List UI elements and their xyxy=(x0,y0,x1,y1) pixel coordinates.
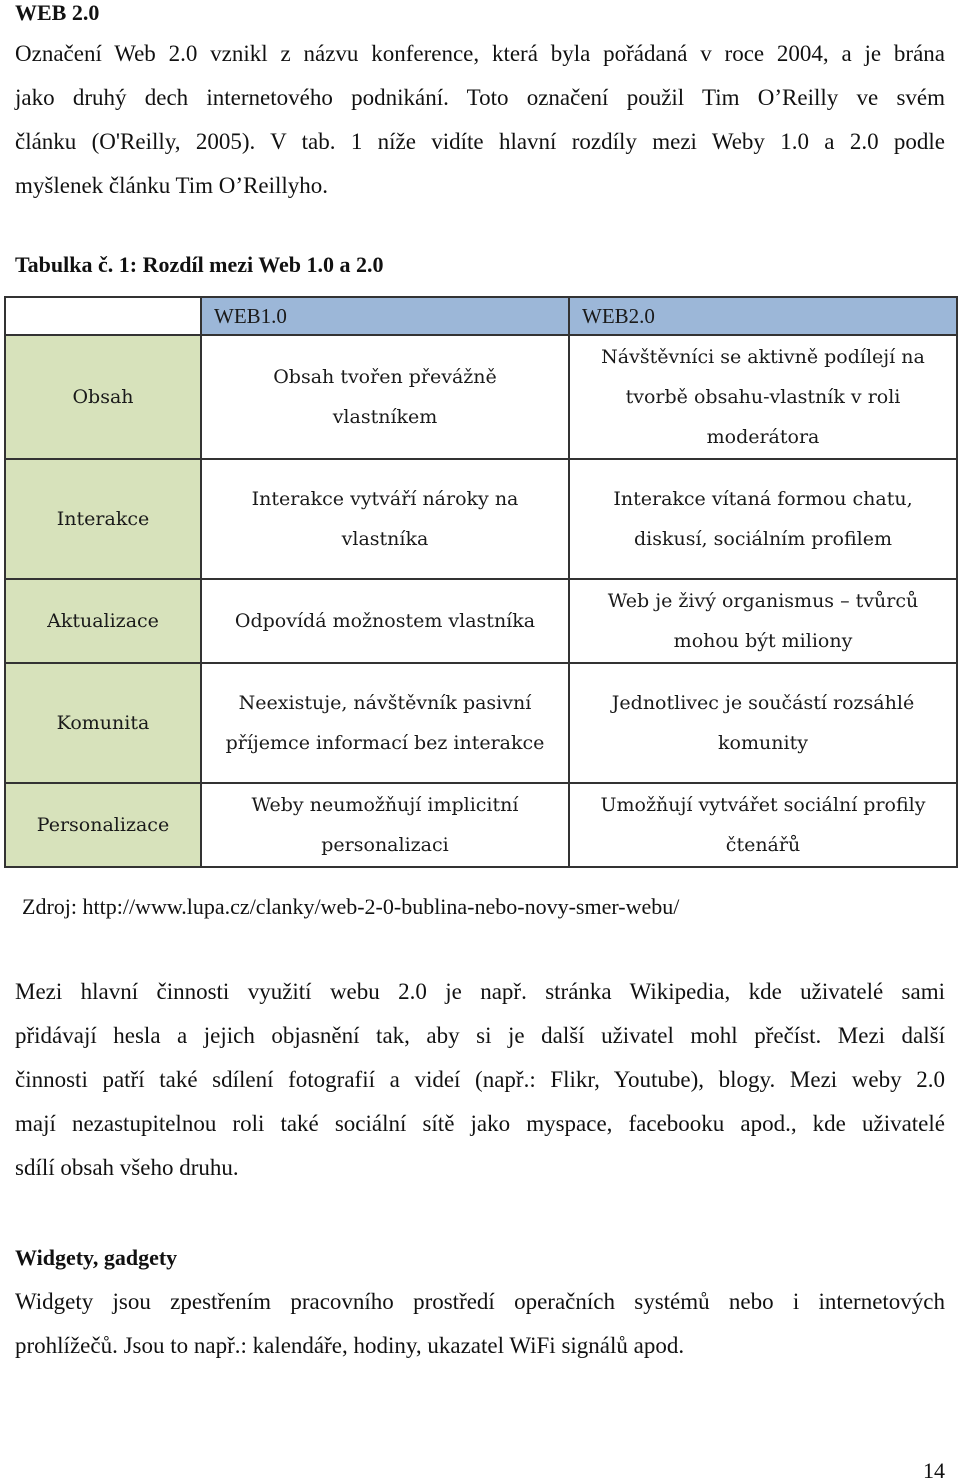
cell-line: diskusí, sociálním profilem xyxy=(633,528,893,550)
cell-line: mohou být miliony xyxy=(673,630,853,652)
cell-web1 xyxy=(201,663,569,783)
cell-line: Neexistuje, návštěvník pasivní xyxy=(238,692,532,714)
section-heading-widgets: Widgety, gadgety xyxy=(15,1245,178,1270)
page-number: 14 xyxy=(923,1458,945,1483)
cell-web1 xyxy=(201,783,569,867)
body-paragraph-activities xyxy=(15,970,945,1190)
cell-line: Návštěvníci se aktivně podílejí na xyxy=(601,346,925,368)
row-label: Interakce xyxy=(5,459,201,579)
cell-web1 xyxy=(201,459,569,579)
text-line: jako druhý dech internetového podnikání. Toto označení použil Tim O’Reilly ve svém xyxy=(15,85,945,110)
row-label: Aktualizace xyxy=(5,579,201,663)
cell-line: čtenářů xyxy=(725,834,801,856)
cell-line: Interakce vytváří nároky na xyxy=(251,488,519,510)
text-line: sdílí obsah všeho druhu. xyxy=(15,1155,239,1180)
text-line: myšlenek článku Tim O’Reillyho. xyxy=(15,173,329,198)
cell-line: vlastníkem xyxy=(332,406,438,428)
header-cell-empty xyxy=(5,297,201,335)
cell-line: tvorbě obsahu-vlastník v roli xyxy=(625,386,901,408)
cell-line: personalizaci xyxy=(321,834,449,856)
text-line: článku (O'Reilly, 2005). V tab. 1 níže vidíte hlavní rozdíly mezi Weby 1.0 a 2.0 podle xyxy=(15,129,945,154)
section-heading-web20: WEB 2.0 xyxy=(15,0,100,25)
table-row xyxy=(5,663,957,783)
table-header-row xyxy=(5,297,957,335)
cell-web1 xyxy=(201,579,569,663)
cell-line: Weby neumožňují implicitní xyxy=(251,794,519,816)
cell-line: Web je živý organismus – tvůrců xyxy=(607,590,919,612)
cell-line: Obsah tvořen převážně xyxy=(273,366,497,388)
text-line: Mezi hlavní činnosti využití webu 2.0 je např. stránka Wikipedia, kde uživatelé sami xyxy=(15,979,945,1004)
body-paragraph-widgets xyxy=(15,1280,945,1368)
text-line: Označení Web 2.0 vznikl z názvu konference, která byla pořádaná v roce 2004, a je brána xyxy=(15,41,945,66)
text-line: prohlížečů. Jsou to např.: kalendáře, hodiny, ukazatel WiFi signálů apod. xyxy=(15,1333,685,1358)
comparison-table xyxy=(4,296,958,868)
table-row xyxy=(5,783,957,867)
cell-line: Odpovídá možnostem vlastníka xyxy=(234,610,536,632)
row-label: Personalizace xyxy=(5,783,201,867)
table-row xyxy=(5,335,957,459)
cell-line: vlastníka xyxy=(341,528,429,550)
cell-web2 xyxy=(569,783,957,867)
source-citation: Zdroj: http://www.lupa.cz/clanky/web-2-0-bublina-nebo-novy-smer-webu/ xyxy=(22,894,680,919)
cell-line: komunity xyxy=(718,732,808,754)
table-caption: Tabulka č. 1: Rozdíl mezi Web 1.0 a 2.0 xyxy=(15,252,384,277)
header-cell-web1: WEB1.0 xyxy=(201,297,569,335)
cell-line: Interakce vítaná formou chatu, xyxy=(613,488,913,510)
text-line: Widgety jsou zpestřením pracovního prostředí operačních systémů nebo i internetových xyxy=(15,1289,945,1314)
cell-line: Jednotlivec je součástí rozsáhlé xyxy=(611,692,915,714)
row-label: Obsah xyxy=(5,335,201,459)
header-cell-web2: WEB2.0 xyxy=(569,297,957,335)
table-row xyxy=(5,579,957,663)
cell-line: příjemce informací bez interakce xyxy=(225,732,545,754)
cell-web2 xyxy=(569,579,957,663)
cell-web2 xyxy=(569,335,957,459)
cell-line: moderátora xyxy=(706,426,820,448)
text-line: mají nezastupitelnou roli také sociální sítě jako myspace, facebooku apod., kde uživatelé xyxy=(15,1111,945,1136)
text-line: činnosti patří také sdílení fotografií a videí (např.: Flikr, Youtube), blogy. Mezi weby 2.0 xyxy=(15,1067,945,1092)
cell-line: Umožňují vytvářet sociální profily xyxy=(600,794,926,816)
cell-web2 xyxy=(569,459,957,579)
cell-web1 xyxy=(201,335,569,459)
row-label: Komunita xyxy=(5,663,201,783)
cell-web2 xyxy=(569,663,957,783)
intro-paragraph xyxy=(15,32,945,208)
table-row xyxy=(5,459,957,579)
text-line: přidávají hesla a jejich objasnění tak, aby si je další uživatel mohl přečíst. Mezi další xyxy=(15,1023,945,1048)
